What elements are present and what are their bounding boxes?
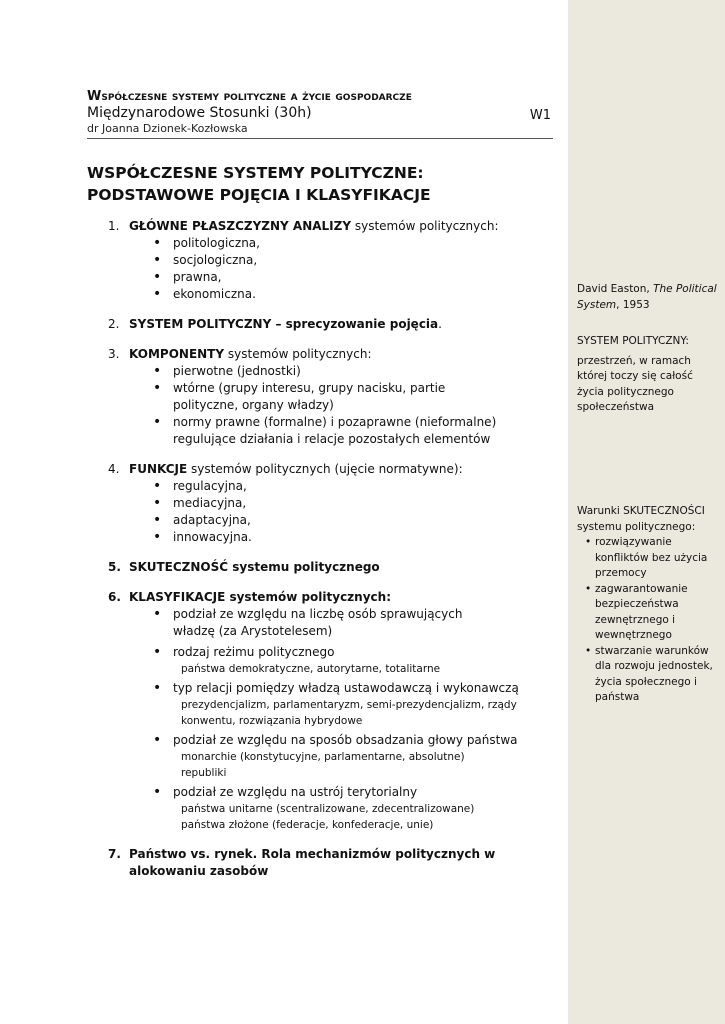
bullet-text: • rodzaj reżimu politycznego	[173, 645, 335, 659]
page-title-line-1: WSPÓŁCZESNE SYSTEMY POLITYCZNE:	[87, 164, 424, 182]
bullet-list	[129, 606, 549, 833]
section-heading: SKUTECZNOŚĆ systemu politycznego	[129, 560, 380, 574]
bullet-list	[129, 235, 558, 303]
section-number: 3.	[108, 347, 120, 361]
bullet-item	[129, 680, 549, 732]
section-heading: FUNKCJE	[129, 462, 188, 476]
page-title-line-2: PODSTAWOWE POJĘCIA I KLASYFIKACJE	[87, 186, 431, 204]
bullet-list	[129, 478, 558, 546]
easton-year: , 1953	[616, 298, 650, 311]
condition-item: • rozwiązywanie konfliktów bez użycia przemocy	[577, 535, 719, 582]
easton-title: The Political System	[577, 283, 717, 311]
bullet-text: • podział ze względu na sposób obsadzania głowy państwa	[173, 733, 518, 747]
header-divider	[87, 138, 553, 139]
document-header	[87, 88, 553, 135]
section-item	[108, 846, 558, 880]
main-content	[108, 218, 558, 893]
lecture-code: W1	[529, 108, 551, 123]
section-number: 7.	[108, 847, 121, 861]
section-heading: KLASYFIKACJE systemów politycznych:	[129, 590, 391, 604]
bullet-item: • regulacyjna,	[129, 478, 558, 495]
bullet-detail: państwa unitarne (scentralizowane, zdecentralizowane)	[181, 803, 475, 815]
course-title: Współczesne systemy polityczne a życie gospodarcze	[87, 89, 412, 104]
bullet-item: • socjologiczna,	[129, 252, 558, 269]
bullet-item: • wtórne (grupy interesu, grupy nacisku, partie polityczne, organy władzy)	[129, 380, 499, 414]
bullet-detail: monarchie (konstytucyjne, parlamentarne, absolutne)	[181, 751, 465, 763]
section-item	[108, 316, 558, 333]
system-label: SYSTEM POLITYCZNY:	[577, 335, 689, 347]
course-subtitle: Międzynarodowe Stosunki (30h)	[87, 105, 312, 121]
section-heading-rest: systemów politycznych (ujęcie normatywne):	[187, 462, 463, 476]
section-number: 4.	[108, 462, 120, 476]
bullet-list	[129, 363, 499, 448]
section-number: 2.	[108, 317, 120, 331]
conditions-title: Warunki SKUTECZNOŚCI systemu politycznego:	[577, 505, 705, 533]
section-heading: KOMPONENTY	[129, 347, 225, 361]
section-item	[108, 218, 558, 303]
section-number: 6.	[108, 590, 121, 604]
sidebar-note-system	[577, 334, 719, 416]
system-definition: przestrzeń, w ramach której toczy się całość życia politycznego społeczeństwa	[577, 354, 693, 413]
section-heading-rest: systemów politycznych:	[351, 219, 499, 233]
bullet-text: • typ relacji pomiędzy władzą ustawodawczą i wykonawczą	[173, 681, 519, 695]
bullet-item: • normy prawne (formalne) i pozaprawne (nieformalne) regulujące działania i relacje pozostałych elementów	[129, 414, 499, 448]
bullet-item: • innowacyjna.	[129, 529, 558, 546]
course-author: dr Joanna Dzionek-Kozłowska	[87, 122, 248, 135]
bullet-item: • politologiczna,	[129, 235, 558, 252]
section-heading: Państwo vs. rynek. Rola mechanizmów politycznych w alokowaniu zasobów	[129, 847, 496, 878]
section-heading-rest: .	[438, 317, 442, 331]
section-number: 5.	[108, 560, 121, 574]
condition-item: • stwarzanie warunków dla rozwoju jednostek, życia społecznego i państwa	[577, 644, 719, 706]
bullet-item	[129, 784, 549, 833]
section-item	[108, 589, 558, 833]
section-heading: GŁÓWNE PŁASZCZYZNY ANALIZY	[129, 219, 352, 233]
section-number: 1.	[108, 219, 120, 233]
sidebar-note-easton	[577, 282, 719, 313]
section-heading: SYSTEM POLITYCZNY – sprecyzowanie pojęcia	[129, 317, 439, 331]
bullet-item: • mediacyjna,	[129, 495, 558, 512]
section-list	[108, 218, 558, 880]
bullet-item: • adaptacyjna,	[129, 512, 558, 529]
bullet-item	[129, 644, 549, 680]
section-heading-rest: systemów politycznych:	[224, 347, 372, 361]
bullet-item: • pierwotne (jednostki)	[129, 363, 499, 380]
bullet-text: • podział ze względu na ustrój terytorialny	[173, 785, 418, 799]
bullet-detail: republiki	[181, 767, 227, 779]
bullet-item	[129, 606, 549, 644]
conditions-list	[577, 535, 719, 706]
bullet-item: • prawna,	[129, 269, 558, 286]
bullet-detail: prezydencjalizm, parlamentaryzm, semi-prezydencjalizm, rządy konwentu, rozwiązania hybrydowe	[181, 699, 517, 727]
condition-item: • zagwarantowanie bezpieczeństwa zewnętrznego i wewnętrznego	[577, 582, 719, 644]
section-item	[108, 461, 558, 546]
bullet-item	[129, 732, 549, 784]
easton-author: David Easton,	[577, 283, 654, 295]
bullet-detail: państwa demokratyczne, autorytarne, totalitarne	[181, 663, 441, 675]
bullet-item: • ekonomiczna.	[129, 286, 558, 303]
section-item	[108, 559, 558, 576]
section-item	[108, 346, 558, 448]
bullet-detail: państwa złożone (federacje, konfederacje, unie)	[181, 819, 434, 831]
page-title	[87, 162, 557, 206]
sidebar-note-conditions	[577, 504, 719, 706]
bullet-text: • podział ze względu na liczbę osób sprawujących władzę (za Arystotelesem)	[173, 607, 463, 638]
